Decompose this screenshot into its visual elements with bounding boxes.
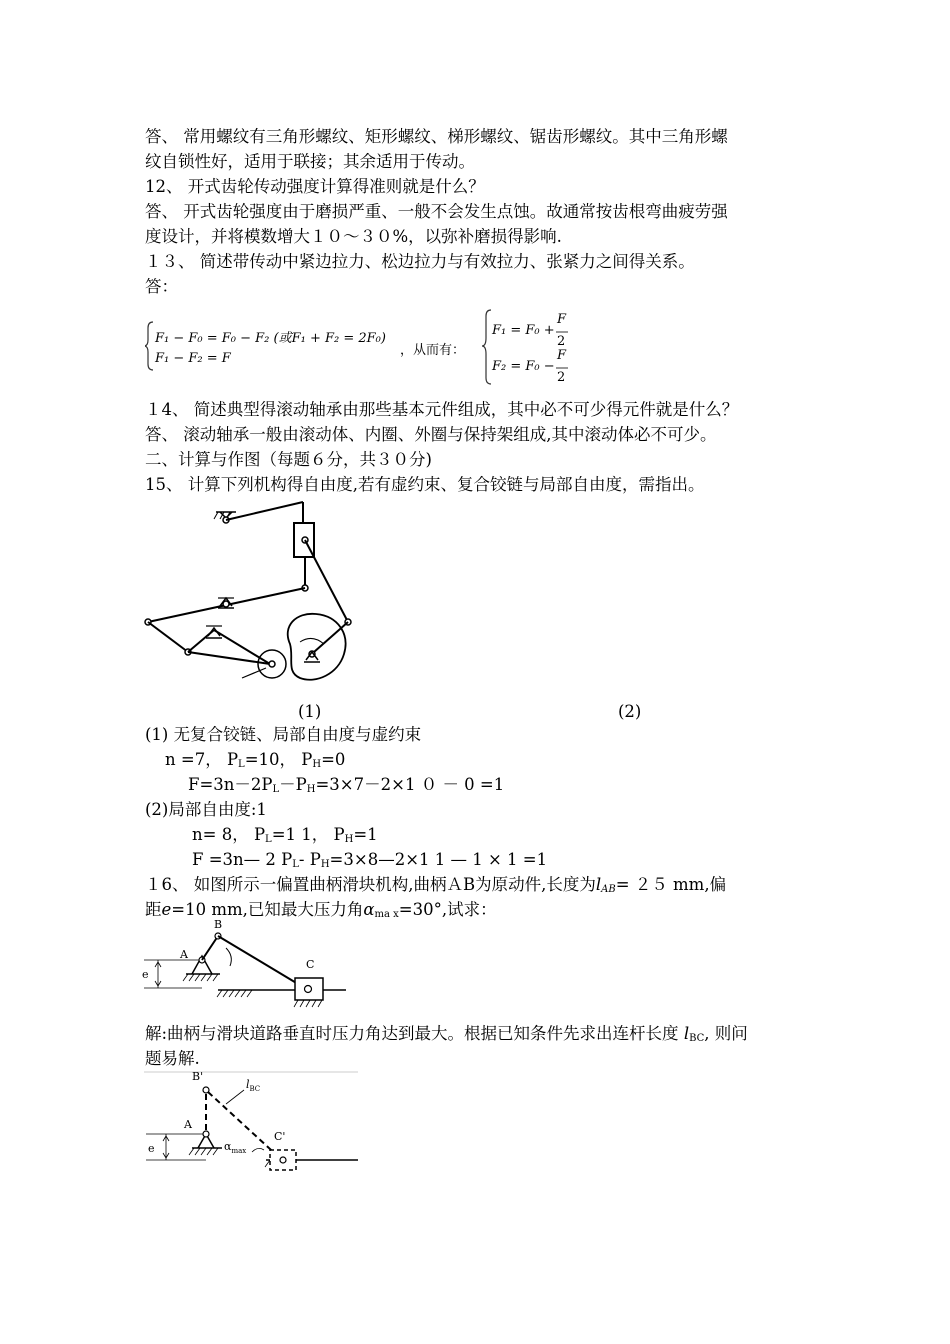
question-12: 12、 开式齿轮传动强度计算得准则就是什么？ (145, 177, 485, 196)
question-16: １6、 如图所示一偏置曲柄滑块机构,曲柄ＡB为原动件,长度为$l_{AB}= 25$ mm,偏 (145, 875, 727, 895)
text-line: 答、 常用螺纹有三角形螺纹、矩形螺纹、梯形螺纹、锯齿形螺纹。其中三角形螺 (145, 127, 728, 146)
formula-row-4: F₂ = F₀ − (492, 359, 555, 374)
question-15: 15、 计算下列机构得自由度,若有虚约束、复合铰链与局部自由度，需指出。 (145, 475, 705, 494)
point-c-label: C (306, 958, 315, 971)
question-13: １３、 简述带传动中紧边拉力、松边拉力与有效拉力、张紧力之间得关系。 (145, 252, 695, 271)
mechanism-figure (140, 498, 360, 690)
fraction-denominator: 2 (557, 334, 566, 349)
formula-row-2: F₁ − F₂ = F (155, 351, 231, 366)
formula-line: F =3n— 2 $P_L-$ $P_H=3\times 8—2\times 1$ 1 — 1 × 1 =1 (192, 850, 548, 870)
point-b-label: B' (192, 1070, 204, 1083)
question-14: １4、 简述典型得滚动轴承由那些基本元件组成，其中必不可少得元件就是什么？ (145, 400, 739, 419)
max-pressure-angle-figure (140, 1068, 362, 1176)
formula-connector: ，从而有： (400, 343, 466, 358)
text-line: 度设计，并将模数增大１０～３０%，以弥补磨损得影响. (145, 227, 562, 246)
formula-line: $F=3n-2P_L-P_H=3\times 7-2\times 1$ ０ － 0 =1 (188, 775, 505, 795)
point-b-label: B (214, 918, 223, 931)
fraction-numerator: F (557, 312, 567, 327)
figure-caption-1: (1) (298, 702, 322, 721)
fraction-denominator: 2 (557, 370, 566, 385)
formula-row-3: F₁ = F₀ + (492, 323, 555, 338)
text-line: 距e=10 mm,已知最大压力角$\alpha_{ma x}=30^\circ$,试求： (145, 900, 497, 920)
text-line: 答、 开式齿轮强度由于磨损严重、一般不会发生点蚀。故通常按齿根弯曲疲劳强 (145, 202, 728, 221)
text-line: 纹自锁性好，适用于联接；其余适用于传动。 (145, 152, 475, 171)
text-line: 答、 滚动轴承一般由滚动体、内圈、外圈与保持架组成,其中滚动体必不可少。 (145, 425, 717, 444)
point-a-label: A (184, 1118, 192, 1131)
figure-caption-2: (2) (618, 702, 642, 721)
formula-line: n =7， $P_L=10$， $P_H=0$ (165, 750, 346, 770)
answer-1: (1) 无复合铰链、局部自由度与虚约束 (145, 725, 422, 744)
section-heading: 二、计算与作图（每题６分，共３０分) (145, 450, 432, 469)
point-a-label: A (180, 948, 188, 961)
answer-2: (2)局部自由度:1 (145, 800, 267, 819)
slider-crank-figure (140, 918, 352, 1010)
formula-row-1: F₁ − F₀ = F₀ − F₂ (或F₁ + F₂ = 2F₀) (155, 331, 386, 346)
point-c-label: C' (274, 1130, 286, 1143)
offset-e-label: e (142, 968, 149, 981)
formula-line: n= 8， $P_L=1$ 1， $P_H=1$ (192, 825, 378, 845)
answer-label: 答： (145, 277, 178, 296)
link-bc-label: $l_{BC}$ (246, 1078, 261, 1094)
solution-line: 解:曲柄与滑块道路垂直时压力角达到最大。根据已知条件先求出连杆长度 $l_{BC}$, 则问 (145, 1024, 748, 1044)
fraction-numerator: F (557, 348, 567, 363)
text-line: 题易解. (145, 1049, 200, 1068)
tension-formula (145, 306, 585, 388)
offset-e-label: e (148, 1142, 155, 1155)
max-angle-label: $\alpha_{max}$ (224, 1140, 247, 1156)
